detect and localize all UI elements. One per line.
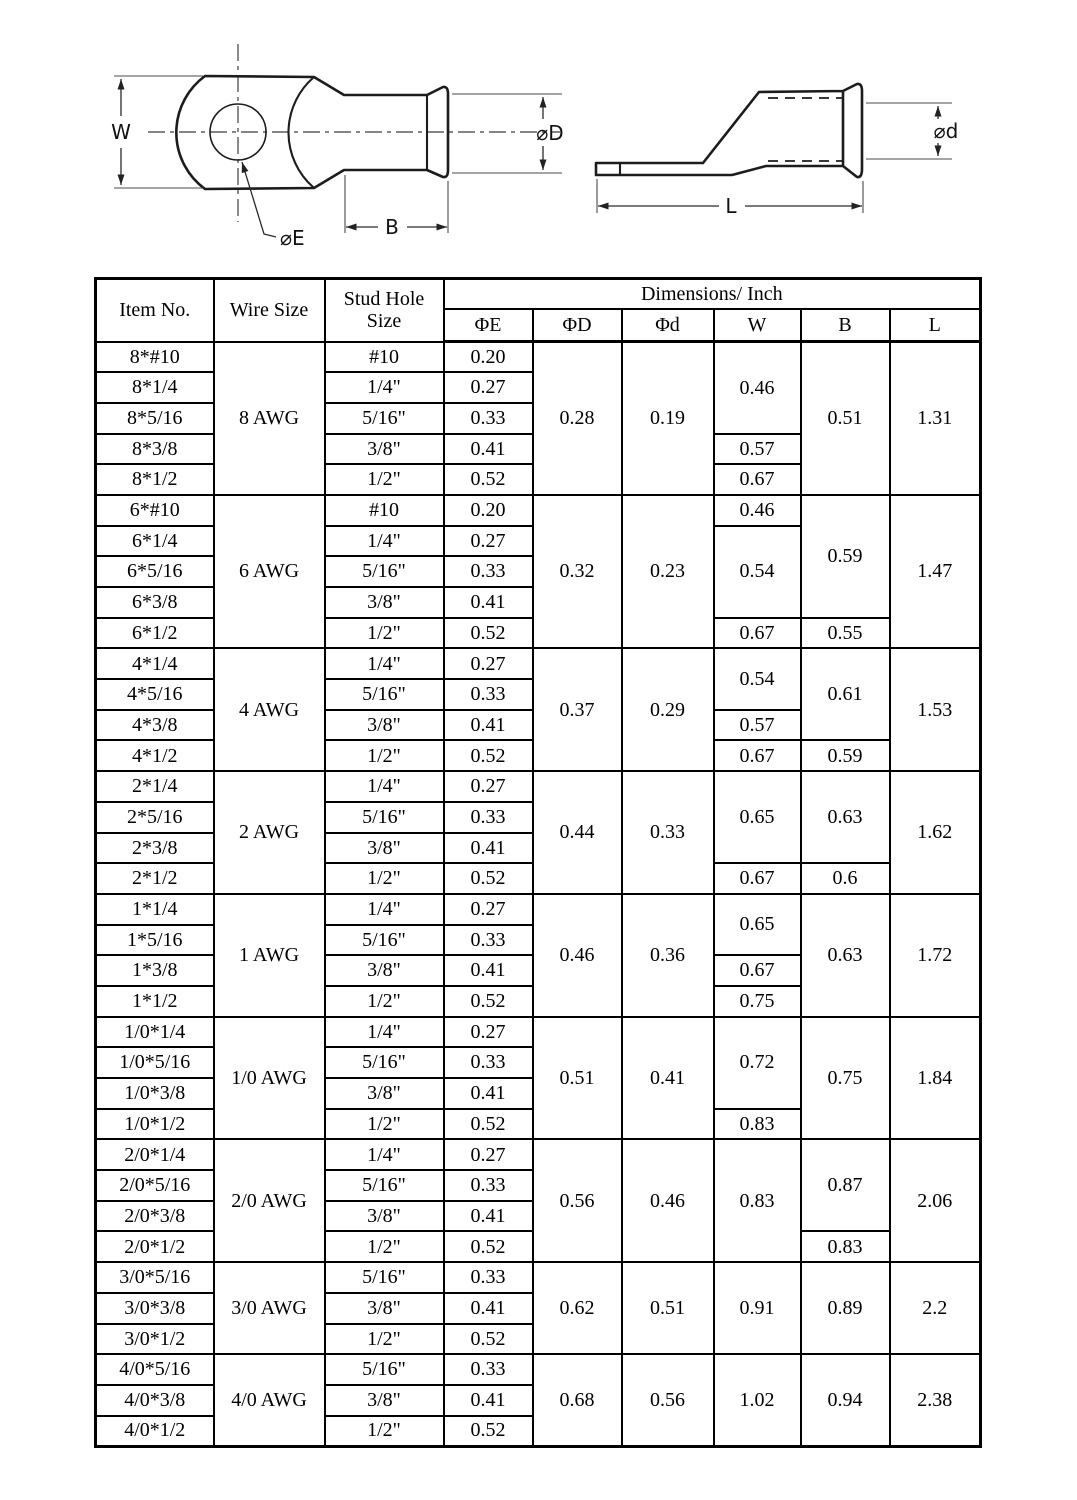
- cell-stud-hole-size: 5/16": [325, 1047, 444, 1078]
- cell-phi-e: 0.52: [444, 618, 533, 649]
- cell-phi-e: 0.33: [444, 925, 533, 956]
- cell-l: 1.47: [890, 495, 981, 648]
- cell-stud-hole-size: 3/8": [325, 587, 444, 618]
- cell-phi-e: 0.27: [444, 894, 533, 925]
- cell-w: 0.83: [714, 1109, 801, 1140]
- cell-item-no: 8*3/8: [96, 434, 214, 465]
- cell-phi-e: 0.52: [444, 1231, 533, 1262]
- cell-item-no: 8*5/16: [96, 403, 214, 434]
- cell-phi-e: 0.52: [444, 863, 533, 894]
- cell-item-no: 4*5/16: [96, 679, 214, 710]
- cell-phi-e: 0.41: [444, 1293, 533, 1324]
- header-item-no: Item No.: [96, 279, 214, 342]
- cell-w: 0.91: [714, 1262, 801, 1354]
- cell-item-no: 1/0*1/2: [96, 1109, 214, 1140]
- cell-stud-hole-size: 1/2": [325, 863, 444, 894]
- cell-phi-e: 0.33: [444, 802, 533, 833]
- cell-item-no: 4*3/8: [96, 710, 214, 741]
- cell-phi-e: 0.27: [444, 1139, 533, 1170]
- cell-phi-e: 0.33: [444, 556, 533, 587]
- cell-item-no: 8*#10: [96, 342, 214, 373]
- cell-wire-size: 6 AWG: [214, 495, 325, 648]
- header-phi-d2: Φd: [622, 309, 714, 342]
- dimensions-table: [94, 277, 982, 1448]
- table-row: [96, 648, 981, 679]
- cell-stud-hole-size: 5/16": [325, 925, 444, 956]
- cell-phi-d-inner: 0.33: [622, 771, 714, 894]
- cell-b: 0.83: [801, 1231, 890, 1262]
- cell-stud-hole-size: 5/16": [325, 1354, 444, 1385]
- cell-phi-d-outer: 0.68: [533, 1354, 622, 1446]
- cell-wire-size: 4/0 AWG: [214, 1354, 325, 1446]
- cell-phi-e: 0.27: [444, 526, 533, 557]
- cell-b: 0.63: [801, 894, 890, 1017]
- cell-wire-size: 1/0 AWG: [214, 1017, 325, 1140]
- cell-phi-e: 0.41: [444, 587, 533, 618]
- spec-table-body: [96, 342, 981, 1447]
- cell-item-no: 2/0*1/4: [96, 1139, 214, 1170]
- cell-item-no: 4/0*3/8: [96, 1385, 214, 1416]
- cell-phi-e: 0.27: [444, 771, 533, 802]
- cell-item-no: 4*1/2: [96, 740, 214, 771]
- cell-phi-e: 0.41: [444, 833, 533, 864]
- header-w: W: [714, 309, 801, 342]
- cell-stud-hole-size: 5/16": [325, 679, 444, 710]
- cell-item-no: 1*5/16: [96, 925, 214, 956]
- cell-phi-e: 0.20: [444, 342, 533, 373]
- header-phi-e: ΦE: [444, 309, 533, 342]
- cell-item-no: 8*1/2: [96, 464, 214, 495]
- cell-stud-hole-size: 1/2": [325, 1324, 444, 1355]
- cell-b: 0.89: [801, 1262, 890, 1354]
- cell-item-no: 4*1/4: [96, 648, 214, 679]
- cell-w: 0.65: [714, 771, 801, 863]
- cell-item-no: 3/0*3/8: [96, 1293, 214, 1324]
- cell-stud-hole-size: 3/8": [325, 833, 444, 864]
- front-view: [111, 44, 564, 250]
- cell-phi-e: 0.52: [444, 986, 533, 1017]
- cell-w: 0.65: [714, 894, 801, 955]
- cell-stud-hole-size: 5/16": [325, 556, 444, 587]
- cell-item-no: 6*1/4: [96, 526, 214, 557]
- cell-item-no: 6*5/16: [96, 556, 214, 587]
- cell-stud-hole-size: 1/4": [325, 1017, 444, 1048]
- table-row: [96, 342, 981, 373]
- cell-item-no: 2/0*3/8: [96, 1201, 214, 1232]
- cell-stud-hole-size: 1/2": [325, 986, 444, 1017]
- cell-l: 1.62: [890, 771, 981, 894]
- cell-phi-d-inner: 0.19: [622, 342, 714, 495]
- dim-label-l: L: [725, 194, 737, 218]
- cell-w: 0.46: [714, 495, 801, 526]
- header-b: B: [801, 309, 890, 342]
- cell-item-no: 1*3/8: [96, 955, 214, 986]
- table-row: [96, 1139, 981, 1170]
- cell-phi-d-outer: 0.32: [533, 495, 622, 648]
- cell-l: 2.06: [890, 1139, 981, 1262]
- cell-w: 0.57: [714, 710, 801, 741]
- cell-wire-size: 2 AWG: [214, 771, 325, 894]
- dim-label-d-outer: ⌀D: [536, 121, 564, 145]
- cell-item-no: 1/0*5/16: [96, 1047, 214, 1078]
- header-phi-d: ΦD: [533, 309, 622, 342]
- cell-item-no: 1/0*3/8: [96, 1078, 214, 1109]
- cell-wire-size: 2/0 AWG: [214, 1139, 325, 1262]
- cell-stud-hole-size: 3/8": [325, 710, 444, 741]
- cell-stud-hole-size: 1/2": [325, 1231, 444, 1262]
- table-row: [96, 1354, 981, 1385]
- table-row: [96, 894, 981, 925]
- cell-stud-hole-size: 3/8": [325, 1293, 444, 1324]
- cell-phi-d-inner: 0.23: [622, 495, 714, 648]
- cell-stud-hole-size: 1/4": [325, 771, 444, 802]
- cell-stud-hole-size: 3/8": [325, 1385, 444, 1416]
- cell-item-no: 2*1/2: [96, 863, 214, 894]
- cell-item-no: 1*1/4: [96, 894, 214, 925]
- cell-w: 1.02: [714, 1354, 801, 1446]
- cell-stud-hole-size: #10: [325, 342, 444, 373]
- cell-stud-hole-size: 3/8": [325, 1078, 444, 1109]
- cell-stud-hole-size: 1/2": [325, 1416, 444, 1447]
- cell-stud-hole-size: 5/16": [325, 802, 444, 833]
- cell-phi-e: 0.41: [444, 1201, 533, 1232]
- cell-w: 0.54: [714, 526, 801, 618]
- cell-stud-hole-size: 5/16": [325, 1170, 444, 1201]
- cell-stud-hole-size: 1/4": [325, 372, 444, 403]
- cell-wire-size: 8 AWG: [214, 342, 325, 495]
- cell-phi-d-outer: 0.46: [533, 894, 622, 1017]
- cell-phi-d-outer: 0.56: [533, 1139, 622, 1262]
- cell-item-no: 2/0*1/2: [96, 1231, 214, 1262]
- header-dimensions: Dimensions/ Inch: [444, 279, 981, 309]
- cell-w: 0.67: [714, 955, 801, 986]
- cell-phi-e: 0.41: [444, 434, 533, 465]
- cell-item-no: 3/0*1/2: [96, 1324, 214, 1355]
- cell-item-no: 2*3/8: [96, 833, 214, 864]
- cell-b: 0.59: [801, 740, 890, 771]
- dim-label-e: ⌀E: [280, 226, 305, 250]
- cell-phi-e: 0.27: [444, 1017, 533, 1048]
- cell-phi-d-inner: 0.29: [622, 648, 714, 771]
- cell-item-no: 6*#10: [96, 495, 214, 526]
- header-l: L: [890, 309, 981, 342]
- cell-phi-e: 0.41: [444, 955, 533, 986]
- cell-phi-e: 0.41: [444, 1078, 533, 1109]
- cell-item-no: 6*1/2: [96, 618, 214, 649]
- technical-drawing: [0, 0, 1077, 272]
- cell-item-no: 8*1/4: [96, 372, 214, 403]
- cell-phi-e: 0.33: [444, 1262, 533, 1293]
- cell-stud-hole-size: 1/4": [325, 894, 444, 925]
- cell-phi-d-outer: 0.28: [533, 342, 622, 495]
- cell-l: 1.84: [890, 1017, 981, 1140]
- cell-stud-hole-size: 1/4": [325, 526, 444, 557]
- cell-l: 1.72: [890, 894, 981, 1017]
- cell-phi-e: 0.52: [444, 740, 533, 771]
- cell-item-no: 6*3/8: [96, 587, 214, 618]
- cell-stud-hole-size: 5/16": [325, 403, 444, 434]
- cell-b: 0.61: [801, 648, 890, 740]
- cell-phi-d-outer: 0.44: [533, 771, 622, 894]
- cell-w: 0.75: [714, 986, 801, 1017]
- cell-phi-e: 0.27: [444, 372, 533, 403]
- cell-stud-hole-size: 5/16": [325, 1262, 444, 1293]
- cell-item-no: 2/0*5/16: [96, 1170, 214, 1201]
- cell-w: 0.46: [714, 342, 801, 434]
- cell-stud-hole-size: 3/8": [325, 1201, 444, 1232]
- cell-l: 1.31: [890, 342, 981, 495]
- cell-l: 1.53: [890, 648, 981, 771]
- cell-wire-size: 1 AWG: [214, 894, 325, 1017]
- header-stud-hole: Stud Hole Size: [325, 279, 444, 342]
- table-row: [96, 495, 981, 526]
- cell-phi-e: 0.41: [444, 1385, 533, 1416]
- cell-phi-d-outer: 0.51: [533, 1017, 622, 1140]
- cell-phi-e: 0.41: [444, 710, 533, 741]
- cell-b: 0.59: [801, 495, 890, 618]
- cell-wire-size: 4 AWG: [214, 648, 325, 771]
- cell-phi-e: 0.52: [444, 1416, 533, 1447]
- cell-phi-e: 0.33: [444, 1354, 533, 1385]
- cell-item-no: 1*1/2: [96, 986, 214, 1017]
- dim-label-w: W: [111, 120, 131, 144]
- cell-w: 0.67: [714, 464, 801, 495]
- cell-stud-hole-size: 1/2": [325, 618, 444, 649]
- cell-phi-d-inner: 0.46: [622, 1139, 714, 1262]
- table-header: [96, 279, 981, 342]
- cell-item-no: 4/0*1/2: [96, 1416, 214, 1447]
- cell-stud-hole-size: 1/2": [325, 1109, 444, 1140]
- cell-b: 0.6: [801, 863, 890, 894]
- cell-w: 0.67: [714, 618, 801, 649]
- cell-w: 0.57: [714, 434, 801, 465]
- cell-stud-hole-size: 1/2": [325, 740, 444, 771]
- e-leader-line: [242, 162, 276, 237]
- cell-phi-d-inner: 0.56: [622, 1354, 714, 1446]
- cell-phi-d-inner: 0.41: [622, 1017, 714, 1140]
- dim-label-d-inner: ⌀d: [933, 119, 959, 143]
- cell-b: 0.87: [801, 1139, 890, 1231]
- cell-phi-e: 0.52: [444, 464, 533, 495]
- cell-phi-e: 0.52: [444, 1324, 533, 1355]
- cell-l: 2.38: [890, 1354, 981, 1446]
- cell-stud-hole-size: 3/8": [325, 434, 444, 465]
- table-row: [96, 1262, 981, 1293]
- cell-phi-d-inner: 0.36: [622, 894, 714, 1017]
- cell-w: 0.54: [714, 648, 801, 709]
- cell-stud-hole-size: 3/8": [325, 955, 444, 986]
- cell-phi-e: 0.27: [444, 648, 533, 679]
- cell-phi-d-inner: 0.51: [622, 1262, 714, 1354]
- cell-item-no: 4/0*5/16: [96, 1354, 214, 1385]
- cell-phi-e: 0.52: [444, 1109, 533, 1140]
- cell-stud-hole-size: #10: [325, 495, 444, 526]
- cell-item-no: 1/0*1/4: [96, 1017, 214, 1048]
- cell-b: 0.55: [801, 618, 890, 649]
- cell-phi-e: 0.33: [444, 403, 533, 434]
- side-view: [596, 84, 958, 218]
- cell-stud-hole-size: 1/2": [325, 464, 444, 495]
- cell-w: 0.67: [714, 863, 801, 894]
- cell-phi-d-outer: 0.62: [533, 1262, 622, 1354]
- cell-w: 0.72: [714, 1017, 801, 1109]
- cell-b: 0.51: [801, 342, 890, 495]
- cell-phi-d-outer: 0.37: [533, 648, 622, 771]
- cell-b: 0.63: [801, 771, 890, 863]
- cell-item-no: 2*5/16: [96, 802, 214, 833]
- cell-phi-e: 0.33: [444, 1047, 533, 1078]
- cell-w: 0.83: [714, 1139, 801, 1262]
- cell-stud-hole-size: 1/4": [325, 1139, 444, 1170]
- cell-item-no: 3/0*5/16: [96, 1262, 214, 1293]
- cell-phi-e: 0.33: [444, 679, 533, 710]
- header-wire-size: Wire Size: [214, 279, 325, 342]
- dim-label-b: B: [385, 215, 399, 239]
- cell-phi-e: 0.20: [444, 495, 533, 526]
- table-row: [96, 771, 981, 802]
- cell-phi-e: 0.33: [444, 1170, 533, 1201]
- cell-w: 0.67: [714, 740, 801, 771]
- cell-b: 0.94: [801, 1354, 890, 1446]
- table-row: [96, 1017, 981, 1048]
- cell-l: 2.2: [890, 1262, 981, 1354]
- cell-item-no: 2*1/4: [96, 771, 214, 802]
- cell-wire-size: 3/0 AWG: [214, 1262, 325, 1354]
- cell-stud-hole-size: 1/4": [325, 648, 444, 679]
- cell-b: 0.75: [801, 1017, 890, 1140]
